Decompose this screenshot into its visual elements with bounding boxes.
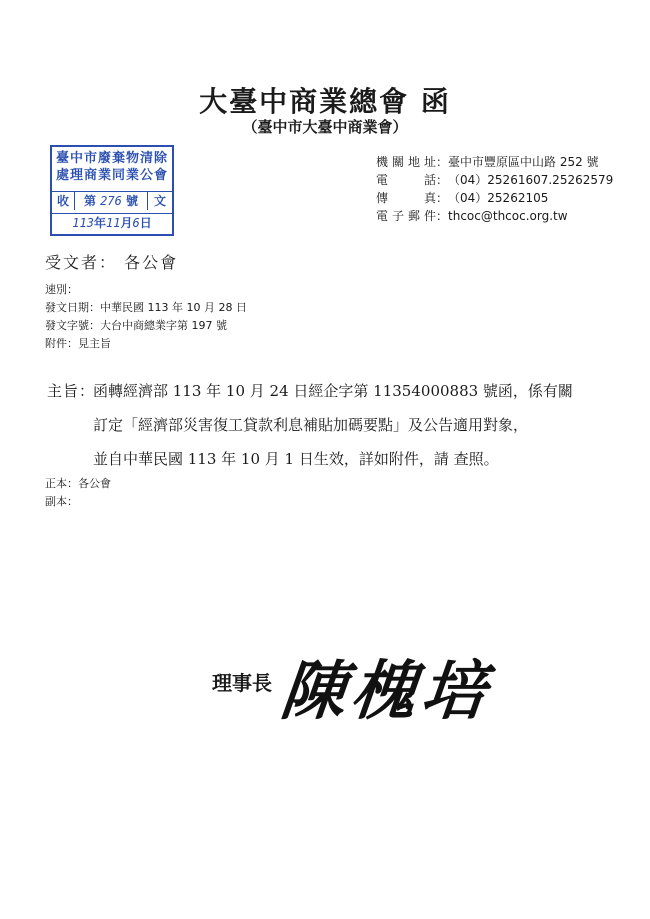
stamp-year: 113 — [72, 216, 94, 230]
stamp-year-suffix: 年 — [93, 216, 106, 230]
stamp-number-cell — [75, 192, 148, 210]
recipient-line: 受文者： 各公會 — [45, 253, 179, 272]
contact-block — [376, 153, 613, 225]
signature-name: 陳槐培 — [277, 654, 496, 729]
subject-label: 主旨： — [47, 382, 96, 400]
copies-copy: 副本： — [45, 495, 78, 508]
subject-body — [93, 374, 623, 476]
letter-title: 大臺中商業總會 函 — [199, 85, 451, 118]
stamp-org-line2: 處理商業同業公會 — [55, 168, 168, 183]
stamp-day: 6 — [132, 216, 140, 230]
stamp-org-line1: 臺中市廢棄物清除 — [55, 151, 168, 166]
contact-address-value: 臺中市豐原區中山路 252 號 — [448, 155, 599, 169]
meta-speed: 速別： — [45, 283, 78, 296]
meta-date: 發文日期：中華民國 113 年 10 月 28 日 — [45, 301, 247, 314]
contact-phone-value: （04）25261607.25262579 — [448, 173, 614, 187]
contact-address-label: 機關地址 — [376, 155, 436, 169]
stamp-date-cell — [52, 214, 172, 232]
contact-phone-row: 電 話 ： （04）25261607.25262579 — [376, 173, 614, 187]
subject-line-1: 函轉經濟部 113 年 10 月 24 日經企字第 11354000883 號函，係有關 — [93, 382, 573, 400]
contact-email-label: 電子郵件 — [376, 209, 436, 223]
signature-title: 理事長 — [212, 671, 272, 695]
stamp-month-suffix: 月 — [120, 216, 133, 230]
contact-email-row: 電子郵件 ： thcoc@thcoc.org.tw — [376, 209, 568, 223]
stamp-received-label: 收 — [52, 192, 75, 210]
subject-line-2: 訂定「經濟部災害復工貸款利息補貼加碼要點」及公告適用對象， — [93, 416, 529, 434]
stamp-number: 276 — [100, 194, 122, 208]
document-meta — [45, 281, 247, 353]
meta-attachment: 附件：見主旨 — [45, 337, 111, 350]
contact-fax-row: 傳 真 ： （04）25262105 — [376, 191, 549, 205]
stamp-number-row — [52, 191, 172, 210]
contact-fax-value: （04）25262105 — [448, 191, 549, 205]
stamp-doc-label: 文 — [153, 194, 166, 208]
stamp-org-name — [52, 147, 172, 184]
stamp-month: 11 — [105, 216, 121, 230]
letter-subtitle: （臺中市大臺中商業會） — [242, 118, 408, 136]
contact-address-row: 機關地址 ： 臺中市豐原區中山路 252 號 — [376, 155, 599, 169]
subject-line-3: 並自中華民國 113 年 10 月 1 日生效，詳如附件，請 查照。 — [93, 450, 499, 468]
received-stamp — [50, 145, 174, 236]
stamp-date-row — [52, 213, 172, 232]
contact-phone-label: 電 話 — [376, 173, 436, 187]
contact-fax-label: 傳 真 — [376, 191, 436, 205]
stamp-number-suffix: 號 — [126, 194, 139, 208]
stamp-day-suffix: 日 — [139, 216, 152, 230]
meta-doc-number: 發文字號：大台中商總業字第 197 號 — [45, 319, 227, 332]
contact-email-value: thcoc@thcoc.org.tw — [448, 209, 568, 223]
copies-section — [45, 475, 111, 511]
stamp-number-prefix: 第 — [83, 194, 96, 208]
copies-original: 正本：各公會 — [45, 477, 111, 490]
